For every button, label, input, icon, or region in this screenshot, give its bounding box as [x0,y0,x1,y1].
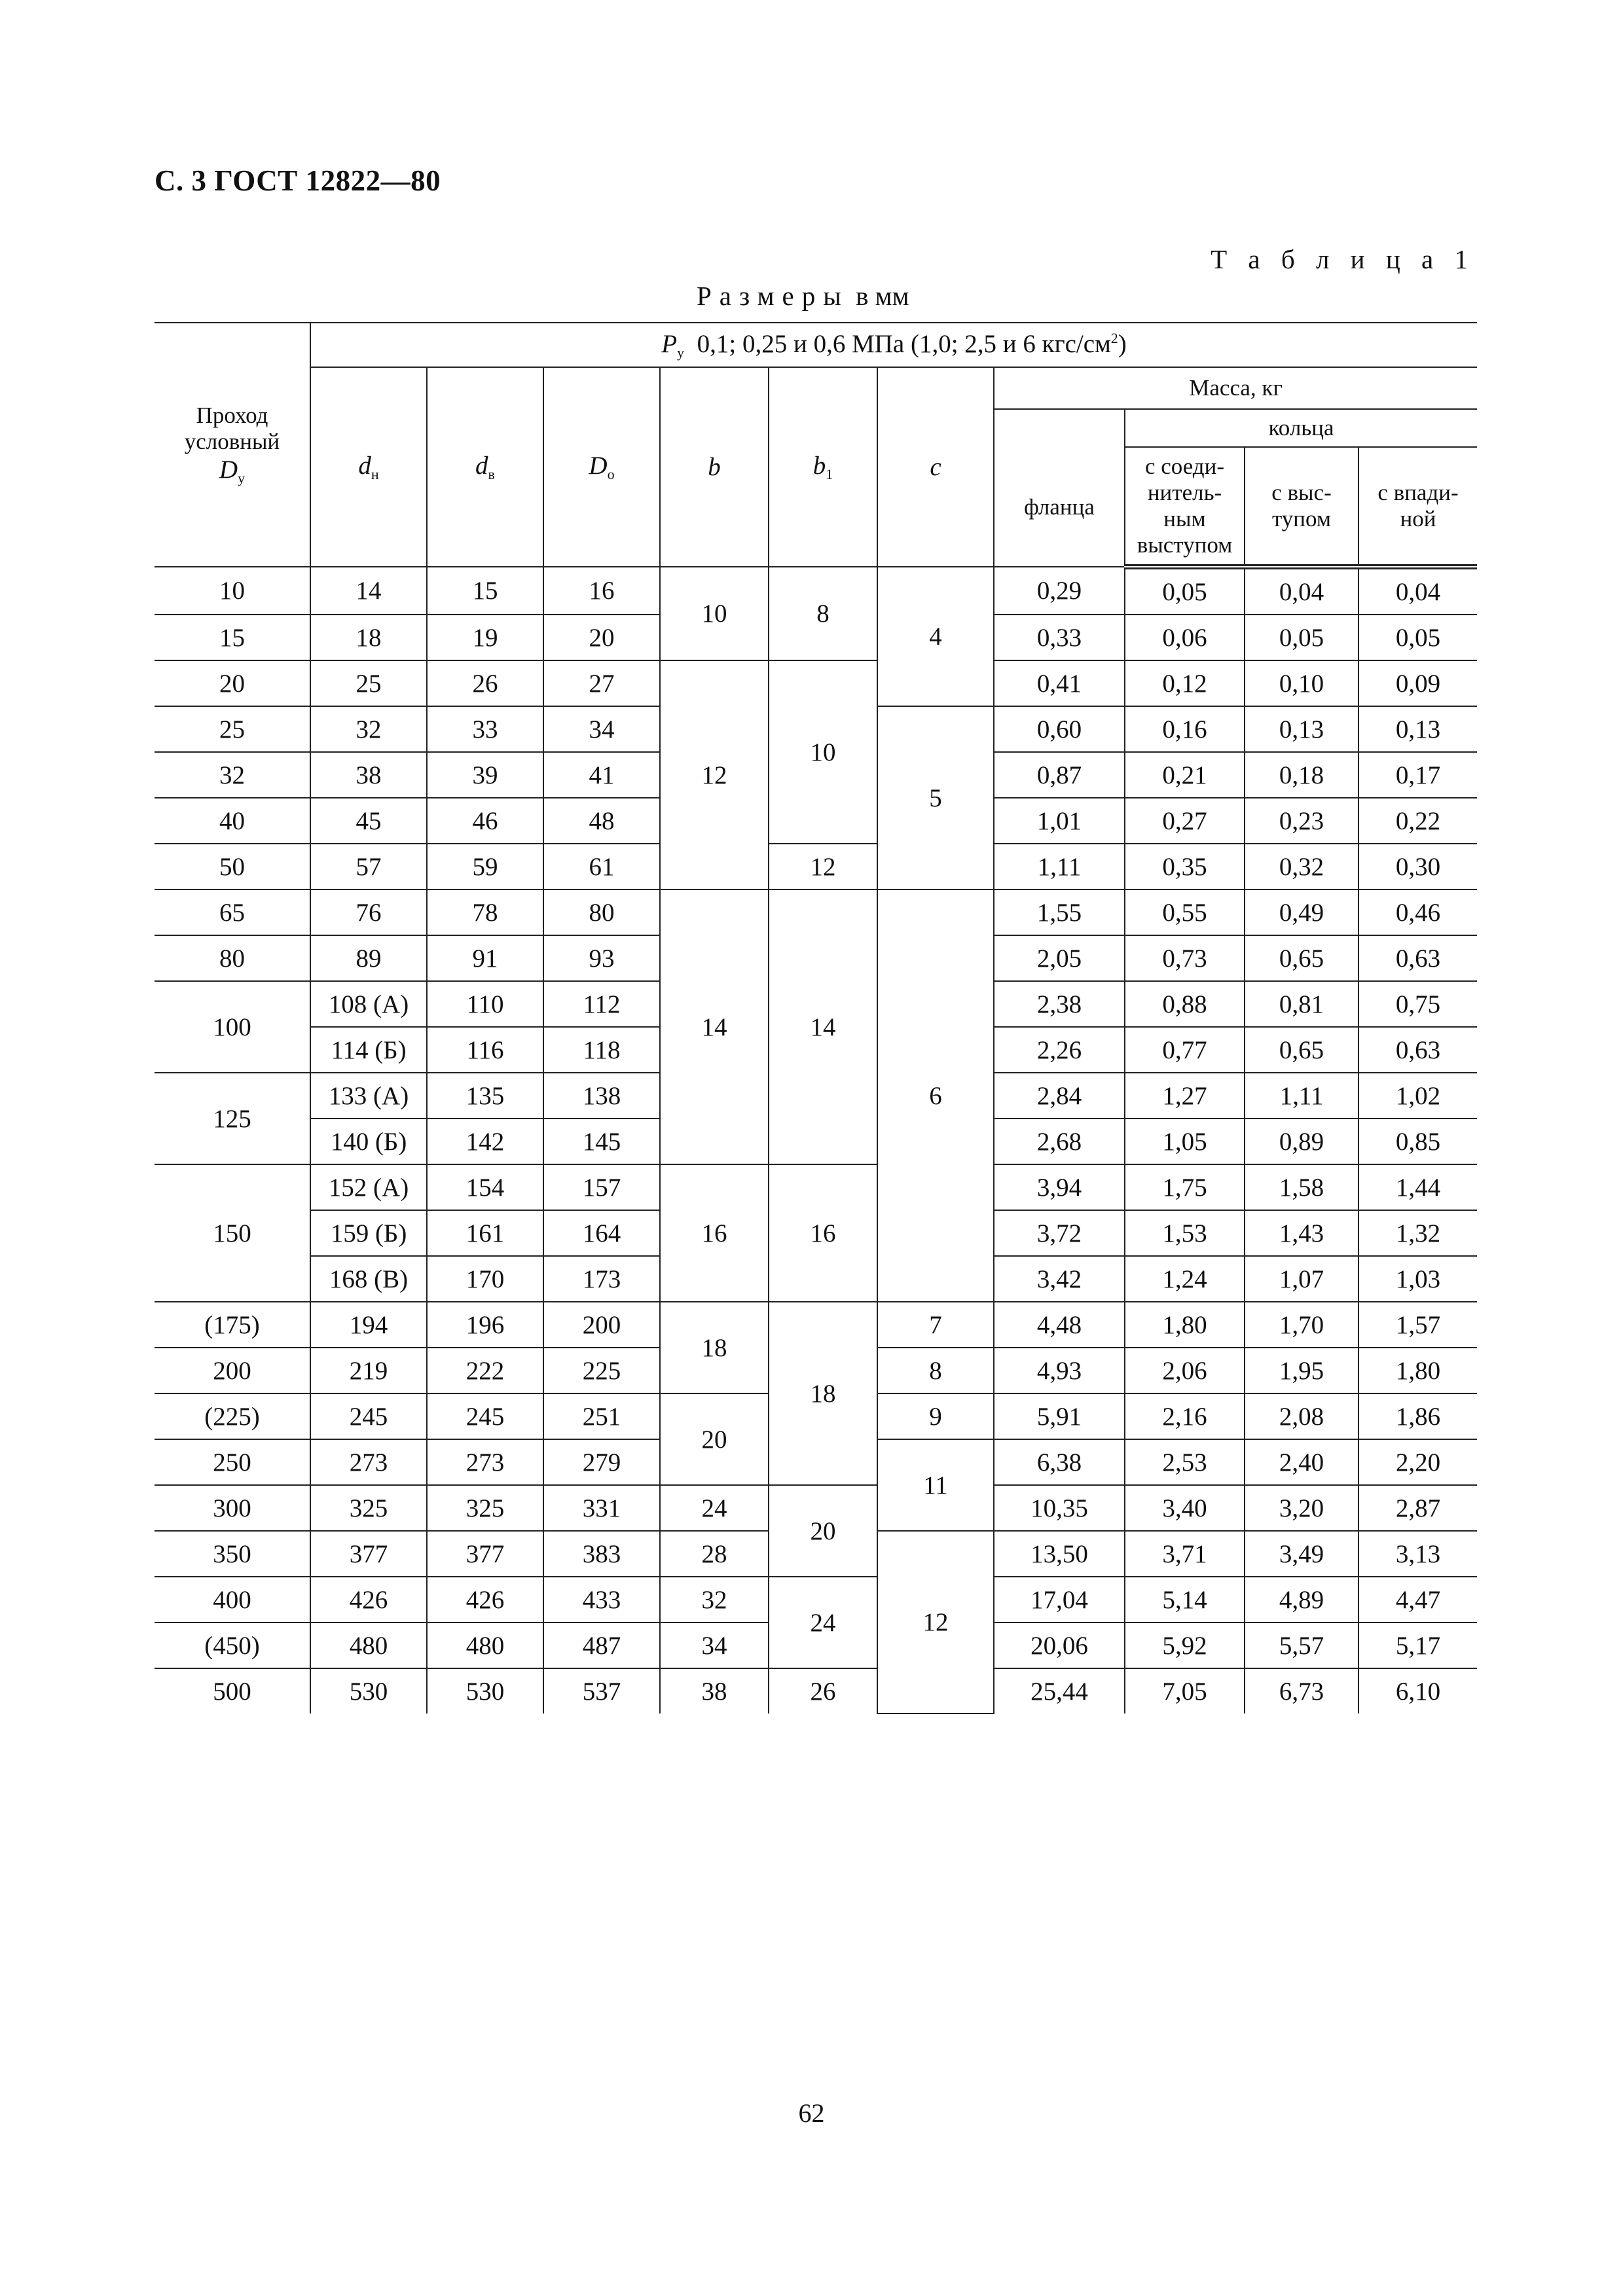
cell-do: 383 [543,1531,660,1577]
cell-mass-flange: 13,50 [994,1531,1125,1577]
cell-mass-prot: 0,49 [1245,889,1359,935]
cell-mass-rec: 1,03 [1359,1256,1477,1302]
cell-mass-prot: 1,70 [1245,1302,1359,1348]
cell-c: 7 [877,1302,994,1348]
cell-mass-rec: 2,87 [1359,1485,1477,1531]
cell-dv: 222 [427,1348,543,1393]
cell-dv: 15 [427,567,543,615]
passage-header [155,323,310,567]
cell-dy: 65 [155,889,310,935]
cell-do: 251 [543,1393,660,1439]
cell-b1: 26 [769,1668,877,1713]
cell-do: 112 [543,981,660,1027]
cell-mass-flange: 1,11 [994,844,1125,889]
pressure-text: 0,1; 0,25 и 0,6 МПа (1,0; 2,5 и 6 кгс/$см^2$) [697,329,1127,358]
cell-dn: 32 [310,706,427,752]
cell-mass-prot: 1,95 [1245,1348,1359,1393]
cell-mass-flange: 25,44 [994,1668,1125,1713]
cell-mass-rec: 0,75 [1359,981,1477,1027]
do-header: $D_о$ [543,367,660,567]
cell-dn: 530 [310,1668,427,1713]
cell-mass-prot: 4,89 [1245,1577,1359,1623]
cell-mass-flange: 10,35 [994,1485,1125,1531]
cell-mass-prot: 1,58 [1245,1164,1359,1210]
cell-b: 16 [660,1164,769,1302]
cell-mass-prot: 2,08 [1245,1393,1359,1439]
cell-do: 41 [543,752,660,798]
cell-do: 34 [543,706,660,752]
cell-mass-conn: 3,71 [1125,1531,1245,1577]
cell-dn: 152 (А) [310,1164,427,1210]
cell-dv: 91 [427,935,543,981]
cell-dv: 377 [427,1531,543,1577]
cell-b: 28 [660,1531,769,1577]
c-header: c [877,367,994,567]
cell-mass-conn: 0,06 [1125,615,1245,660]
cell-mass-conn: 0,55 [1125,889,1245,935]
cell-dy: 500 [155,1668,310,1713]
cell-mass-conn: 7,05 [1125,1668,1245,1713]
cell-c: 5 [877,706,994,889]
cell-dn: 38 [310,752,427,798]
cell-mass-prot: 1,11 [1245,1073,1359,1119]
cell-b1: 24 [769,1577,877,1668]
page-header: С. 3 ГОСТ 12822—80 [155,164,441,197]
cell-mass-conn: 0,16 [1125,706,1245,752]
cell-b: 34 [660,1623,769,1668]
cell-dv: 196 [427,1302,543,1348]
pressure-symbol: $P_у$ [661,329,685,361]
cell-b: 32 [660,1577,769,1623]
cell-dy: 250 [155,1439,310,1485]
cell-mass-conn: 2,53 [1125,1439,1245,1485]
cell-mass-rec: 6,10 [1359,1668,1477,1713]
passage-label-line2: условный [184,429,280,454]
cell-dy: 80 [155,935,310,981]
ring-connecting-header: с соеди- нитель- ным выступом [1125,447,1245,567]
cell-dy: (225) [155,1393,310,1439]
cell-b1: 16 [769,1164,877,1302]
cell-do: 157 [543,1164,660,1210]
cell-dv: 59 [427,844,543,889]
cell-mass-flange: 0,60 [994,706,1125,752]
cell-b1: 18 [769,1302,877,1485]
cell-dy: 300 [155,1485,310,1531]
cell-c: 4 [877,567,994,706]
cell-mass-flange: 17,04 [994,1577,1125,1623]
table-row [155,889,1477,935]
cell-dy: 125 [155,1073,310,1164]
cell-b: 38 [660,1668,769,1713]
cell-mass-rec: 3,13 [1359,1531,1477,1577]
cell-mass-rec: 1,86 [1359,1393,1477,1439]
cell-mass-rec: 1,02 [1359,1073,1477,1119]
cell-mass-rec: 0,17 [1359,752,1477,798]
cell-mass-conn: 1,27 [1125,1073,1245,1119]
cell-mass-flange: 1,01 [994,798,1125,844]
cell-dy: (175) [155,1302,310,1348]
cell-mass-rec: 0,04 [1359,567,1477,615]
cell-mass-rec: 0,85 [1359,1119,1477,1164]
cell-do: 200 [543,1302,660,1348]
cell-mass-flange: 0,29 [994,567,1125,615]
cell-mass-prot: 0,05 [1245,615,1359,660]
cell-dn: 114 (Б) [310,1027,427,1073]
cell-mass-prot: 0,65 [1245,1027,1359,1073]
cell-b: 24 [660,1485,769,1531]
cell-dn: 76 [310,889,427,935]
table-row [155,1485,1477,1531]
cell-do: 173 [543,1256,660,1302]
cell-dn: 325 [310,1485,427,1531]
cell-mass-conn: 0,05 [1125,567,1245,615]
cell-dy: 50 [155,844,310,889]
cell-c: 6 [877,889,994,1302]
cell-mass-rec: 5,17 [1359,1623,1477,1668]
cell-mass-prot: 3,49 [1245,1531,1359,1577]
cell-dn: 245 [310,1393,427,1439]
cell-mass-conn: 0,12 [1125,660,1245,706]
passage-symbol: $D_у$ [219,456,246,487]
cell-mass-rec: 0,63 [1359,1027,1477,1073]
cell-do: 93 [543,935,660,981]
cell-mass-conn: 1,24 [1125,1256,1245,1302]
cell-do: 20 [543,615,660,660]
cell-dy: 15 [155,615,310,660]
cell-dy: 32 [155,752,310,798]
cell-dn: 57 [310,844,427,889]
cell-dv: 273 [427,1439,543,1485]
table-row [155,660,1477,706]
cell-dn: 480 [310,1623,427,1668]
cell-do: 118 [543,1027,660,1073]
ring-recess-header: с впади- ной [1359,447,1477,567]
cell-dn: 426 [310,1577,427,1623]
cell-mass-conn: 0,27 [1125,798,1245,844]
cell-dv: 33 [427,706,543,752]
cell-mass-conn: 0,21 [1125,752,1245,798]
dimensions-table [155,322,1477,1714]
cell-mass-rec: 0,22 [1359,798,1477,844]
cell-mass-flange: 20,06 [994,1623,1125,1668]
passage-label-line1: Проход [196,402,268,428]
cell-c: 11 [877,1439,994,1531]
cell-dn: 18 [310,615,427,660]
cell-mass-conn: 1,80 [1125,1302,1245,1348]
cell-mass-prot: 0,18 [1245,752,1359,798]
cell-dy: 20 [155,660,310,706]
cell-mass-rec: 4,47 [1359,1577,1477,1623]
cell-b1: 10 [769,660,877,844]
cell-do: 279 [543,1439,660,1485]
cell-dy: 100 [155,981,310,1073]
cell-dn: 45 [310,798,427,844]
cell-mass-prot: 0,32 [1245,844,1359,889]
units-word: Размеры [697,281,849,311]
cell-dv: 78 [427,889,543,935]
cell-mass-prot: 6,73 [1245,1668,1359,1713]
cell-mass-rec: 1,32 [1359,1210,1477,1256]
cell-dy: 40 [155,798,310,844]
cell-dv: 46 [427,798,543,844]
cell-do: 145 [543,1119,660,1164]
cell-mass-rec: 2,20 [1359,1439,1477,1485]
cell-dn: 25 [310,660,427,706]
cell-do: 487 [543,1623,660,1668]
cell-mass-prot: 0,65 [1245,935,1359,981]
cell-mass-flange: 1,55 [994,889,1125,935]
table-row [155,1302,1477,1348]
cell-dv: 325 [427,1485,543,1531]
cell-b1: 20 [769,1485,877,1577]
cell-mass-flange: 3,72 [994,1210,1125,1256]
cell-dy: 150 [155,1164,310,1302]
pressure-header [310,323,1477,367]
cell-mass-rec: 0,63 [1359,935,1477,981]
cell-mass-rec: 0,05 [1359,615,1477,660]
cell-mass-conn: 2,16 [1125,1393,1245,1439]
cell-do: 331 [543,1485,660,1531]
cell-c: 8 [877,1348,994,1393]
cell-b1: 14 [769,889,877,1164]
cell-mass-prot: 1,43 [1245,1210,1359,1256]
cell-dn: 377 [310,1531,427,1577]
cell-mass-conn: 0,77 [1125,1027,1245,1073]
units-caption [697,280,909,312]
cell-mass-conn: 0,88 [1125,981,1245,1027]
cell-dv: 39 [427,752,543,798]
table-row [155,1577,1477,1623]
rings-header: кольца [1125,409,1477,447]
cell-mass-conn: 5,14 [1125,1577,1245,1623]
cell-b: 20 [660,1393,769,1485]
cell-mass-prot: 5,57 [1245,1623,1359,1668]
cell-dy: 350 [155,1531,310,1577]
cell-mass-prot: 0,81 [1245,981,1359,1027]
cell-dn: 273 [310,1439,427,1485]
table-row [155,1668,1477,1713]
cell-dn: 168 (В) [310,1256,427,1302]
cell-mass-prot: 0,13 [1245,706,1359,752]
cell-dv: 480 [427,1623,543,1668]
cell-dv: 135 [427,1073,543,1119]
cell-dv: 170 [427,1256,543,1302]
cell-do: 225 [543,1348,660,1393]
cell-mass-prot: 0,10 [1245,660,1359,706]
cell-mass-rec: 0,30 [1359,844,1477,889]
cell-mass-flange: 2,26 [994,1027,1125,1073]
cell-mass-prot: 0,89 [1245,1119,1359,1164]
mass-header: Масса, кг [994,367,1477,409]
cell-dv: 530 [427,1668,543,1713]
cell-dn: 159 (Б) [310,1210,427,1256]
cell-mass-conn: 3,40 [1125,1485,1245,1531]
cell-dv: 426 [427,1577,543,1623]
cell-mass-flange: 2,68 [994,1119,1125,1164]
cell-do: 48 [543,798,660,844]
cell-mass-flange: 2,05 [994,935,1125,981]
cell-mass-flange: 0,41 [994,660,1125,706]
cell-mass-flange: 3,42 [994,1256,1125,1302]
cell-dv: 110 [427,981,543,1027]
cell-mass-rec: 0,46 [1359,889,1477,935]
table-row [155,1164,1477,1210]
page-number: 62 [798,2098,825,2128]
cell-dy: 25 [155,706,310,752]
cell-dn: 133 (А) [310,1073,427,1119]
cell-dn: 89 [310,935,427,981]
cell-b: 12 [660,660,769,889]
cell-dy: 200 [155,1348,310,1393]
cell-mass-conn: 0,73 [1125,935,1245,981]
cell-mass-conn: 1,53 [1125,1210,1245,1256]
cell-mass-prot: 3,20 [1245,1485,1359,1531]
cell-dy: 400 [155,1577,310,1623]
cell-mass-rec: 1,44 [1359,1164,1477,1210]
cell-mass-flange: 3,94 [994,1164,1125,1210]
cell-do: 537 [543,1668,660,1713]
cell-b1: 12 [769,844,877,889]
cell-mass-rec: 0,13 [1359,706,1477,752]
cell-mass-conn: 0,35 [1125,844,1245,889]
cell-mass-flange: 5,91 [994,1393,1125,1439]
cell-mass-conn: 1,75 [1125,1164,1245,1210]
cell-do: 80 [543,889,660,935]
cell-mass-flange: 0,87 [994,752,1125,798]
cell-do: 61 [543,844,660,889]
cell-dn: 194 [310,1302,427,1348]
cell-dn: 108 (А) [310,981,427,1027]
cell-mass-conn: 5,92 [1125,1623,1245,1668]
cell-dv: 19 [427,615,543,660]
cell-dy: 10 [155,567,310,615]
cell-mass-prot: 2,40 [1245,1439,1359,1485]
cell-c: 12 [877,1531,994,1713]
cell-mass-flange: 0,33 [994,615,1125,660]
cell-dv: 116 [427,1027,543,1073]
table-label: Т а б л и ц а 1 [1211,244,1475,274]
cell-mass-rec: 1,57 [1359,1302,1477,1348]
cell-do: 138 [543,1073,660,1119]
cell-mass-prot: 0,04 [1245,567,1359,615]
b1-header: $b_1$ [769,367,877,567]
table-row [155,567,1477,615]
cell-mass-flange: 4,48 [994,1302,1125,1348]
flange-mass-header: фланца [994,409,1125,567]
cell-do: 16 [543,567,660,615]
cell-mass-flange: 2,38 [994,981,1125,1027]
b-header: b [660,367,769,567]
cell-mass-conn: 1,05 [1125,1119,1245,1164]
units-rest: в мм [856,281,909,311]
cell-mass-flange: 6,38 [994,1439,1125,1485]
cell-dv: 142 [427,1119,543,1164]
cell-dn: 14 [310,567,427,615]
cell-dv: 161 [427,1210,543,1256]
table-row [155,844,1477,889]
cell-dv: 26 [427,660,543,706]
cell-dn: 219 [310,1348,427,1393]
cell-mass-rec: 1,80 [1359,1348,1477,1393]
cell-mass-flange: 2,84 [994,1073,1125,1119]
cell-dy: (450) [155,1623,310,1668]
cell-mass-conn: 2,06 [1125,1348,1245,1393]
cell-b: 10 [660,567,769,660]
cell-mass-prot: 1,07 [1245,1256,1359,1302]
cell-b: 18 [660,1302,769,1393]
cell-mass-flange: 4,93 [994,1348,1125,1393]
cell-dv: 154 [427,1164,543,1210]
cell-b: 14 [660,889,769,1164]
dn-header: $d_н$ [310,367,427,567]
cell-do: 164 [543,1210,660,1256]
cell-b1: 8 [769,567,877,660]
cell-mass-prot: 0,23 [1245,798,1359,844]
cell-do: 433 [543,1577,660,1623]
dv-header: $d_в$ [427,367,543,567]
cell-c: 9 [877,1393,994,1439]
cell-dn: 140 (Б) [310,1119,427,1164]
cell-do: 27 [543,660,660,706]
ring-protrusion-header: с выс- тупом [1245,447,1359,567]
cell-mass-rec: 0,09 [1359,660,1477,706]
cell-dv: 245 [427,1393,543,1439]
